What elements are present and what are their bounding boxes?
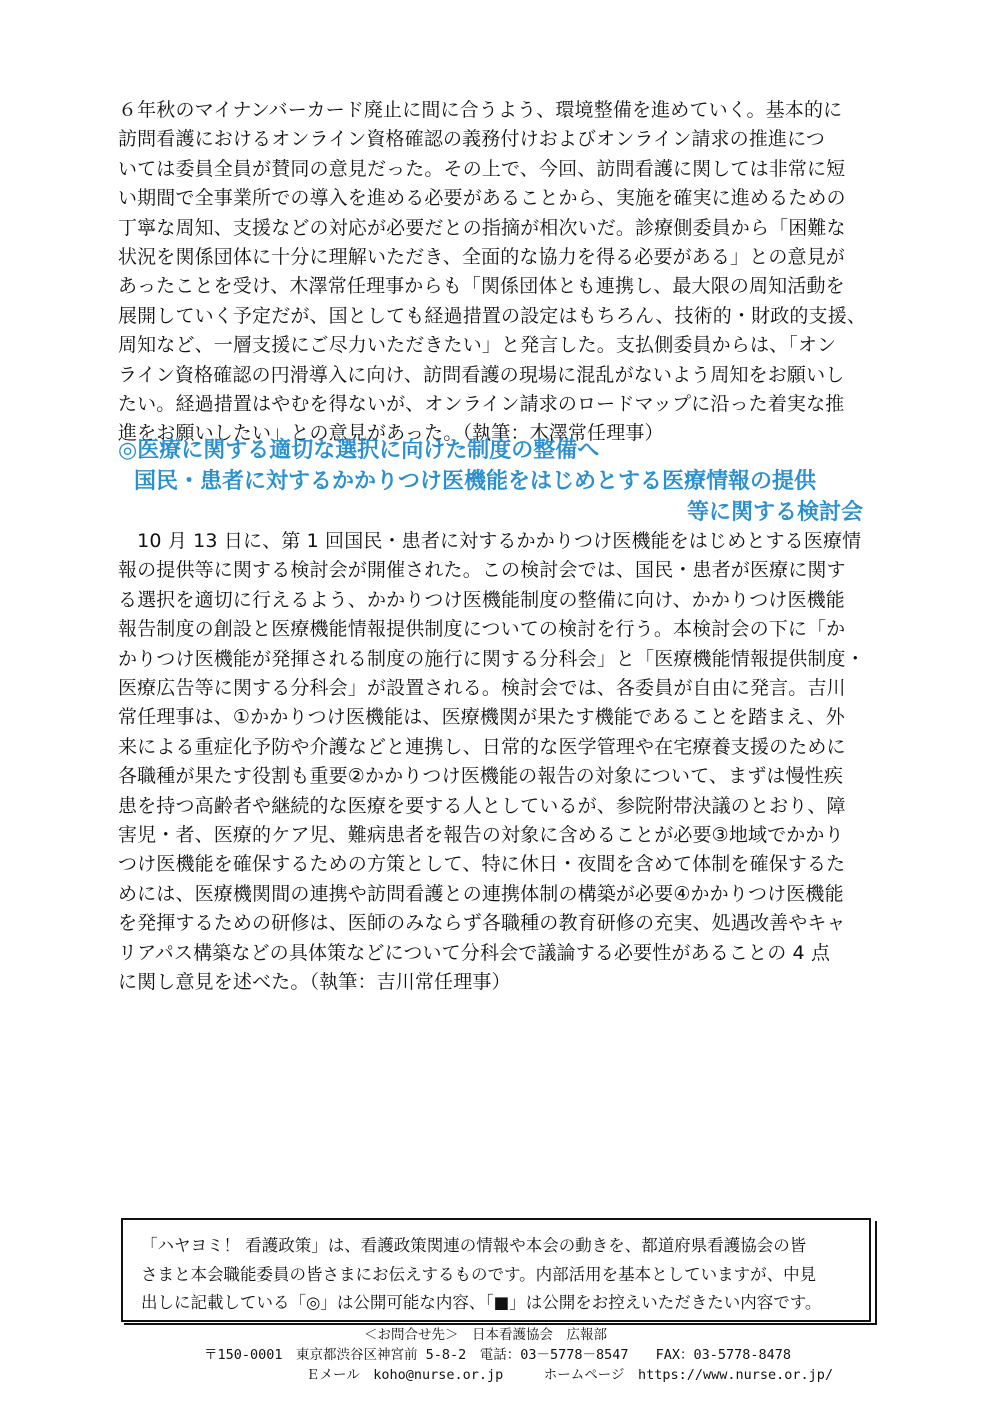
section-subheading-line2: 等に関する検討会	[686, 500, 863, 525]
article-body: 10 月 13 日に、第 1 回国民・患者に対するかかりつけ医機能をはじめとする医療情 報の提供等に関する検討会が開催された。この検討会では、国民・患者が医療に関す る選択を適切に行えるよう、かかりつけ医機能制度の整備に向け、かかりつけ医機能 報告制度の創設と医療機能情報提供制度についての検討を行う。本検討会の下に「か かりつけ医機能が発揮される制度の施行に関する分科会」と「医療機能情報提供制度・ 医療広告等に関する分科会」が設置される。検討会では、各委員が自由に発言。吉川 常任理事は、①かかりつけ医機能は、医療機関が果たす機能であることを踏まえ、外 来による重症化予防や介護などと連携し、日常的な医学管理や在宅療養支援のために 各職種が果たす役割も重要②かかりつけ医機能の報告の対象について、まずは慢性疾 患を持つ高齢者や継続的な医療を要する人としているが、参院附帯決議のとおり、障 害児・者、医療的ケア児、難病患者を報告の対象に含めることが必要③地域でかかり つけ医機能を確保するための方策として、特に休日・夜間を含めて体制を確保するた めには、医療機関間の連携や訪問看護との連携体制の構築が必要④かかりつけ医機能 を発揮するための研修は、医師のみならず各職種の教育研修の充実、処遇改善やキャ リアパス構築などの具体策などについて分科会で議論する必要性があることの 4 点 に関し意見を述べた。（執筆：吉川常任理事）	[118, 530, 865, 994]
section-subheading-line1: 国民・患者に対するかかりつけ医機能をはじめとする医療情報の提供	[134, 469, 817, 494]
notice-box	[121, 1218, 871, 1322]
article-body-continued: ６年秋のマイナンバーカード廃止に間に合うよう、環境整備を進めていく。基本的に 訪問看護におけるオンライン資格確認の義務付けおよびオンライン請求の推進につ いては委員全員が賛同の意見だった。その上で、今回、訪問看護に関しては非常に短 い期間で全事業所での導入を進める必要があることから、実施を確実に進めるための 丁寧な周知、支援などの対応が必要だとの指摘が相次いだ。診療側委員から「困難な 状況を関係団体に十分に理解いただき、全面的な協力を得る必要がある」との意見が あったことを受け、木澤常任理事からも「関係団体とも連携し、最大限の周知活動を 展開していく予定だが、国としても経過措置の設定はもちろん、技術的・財政的支援、 周知など、一層支援にご尽力いただきたい」と発言した。支払側委員からは、「オン ライン資格確認の円滑導入に向け、訪問看護の現場に混乱がないよう周知をお願いし たい。経過措置はやむを得ないが、オンライン請求のロードマップに沿った着実な推 進をお願いしたい」との意見があった。（執筆：木澤常任理事）	[118, 99, 866, 445]
contact-address: 〒150-0001 東京都渋谷区神宮前 5-8-2 電話：03－5778－8547 FAX：03-5778-8478	[204, 1347, 791, 1363]
notice-text: 「ハヤヨミ！ 看護政策」は、看護政策関連の情報や本会の動きを、都道府県看護協会の皆 さまと本会職能委員の皆さまにお伝えするものです。内部活用を基本としていますが、中見 出しに記載している「◎」は公開可能な内容、「■」は公開をお控えいただきたい内容です。	[141, 1236, 822, 1312]
contact-heading: ＜お問合せ先＞ 日本看護協会 広報部	[364, 1327, 607, 1343]
section-heading: ◎医療に関する適切な選択に向けた制度の整備へ	[118, 438, 600, 463]
contact-web: Ｅメール koho@nurse.or.jp ホームページ https://www.nurse.or.jp/	[306, 1367, 834, 1383]
